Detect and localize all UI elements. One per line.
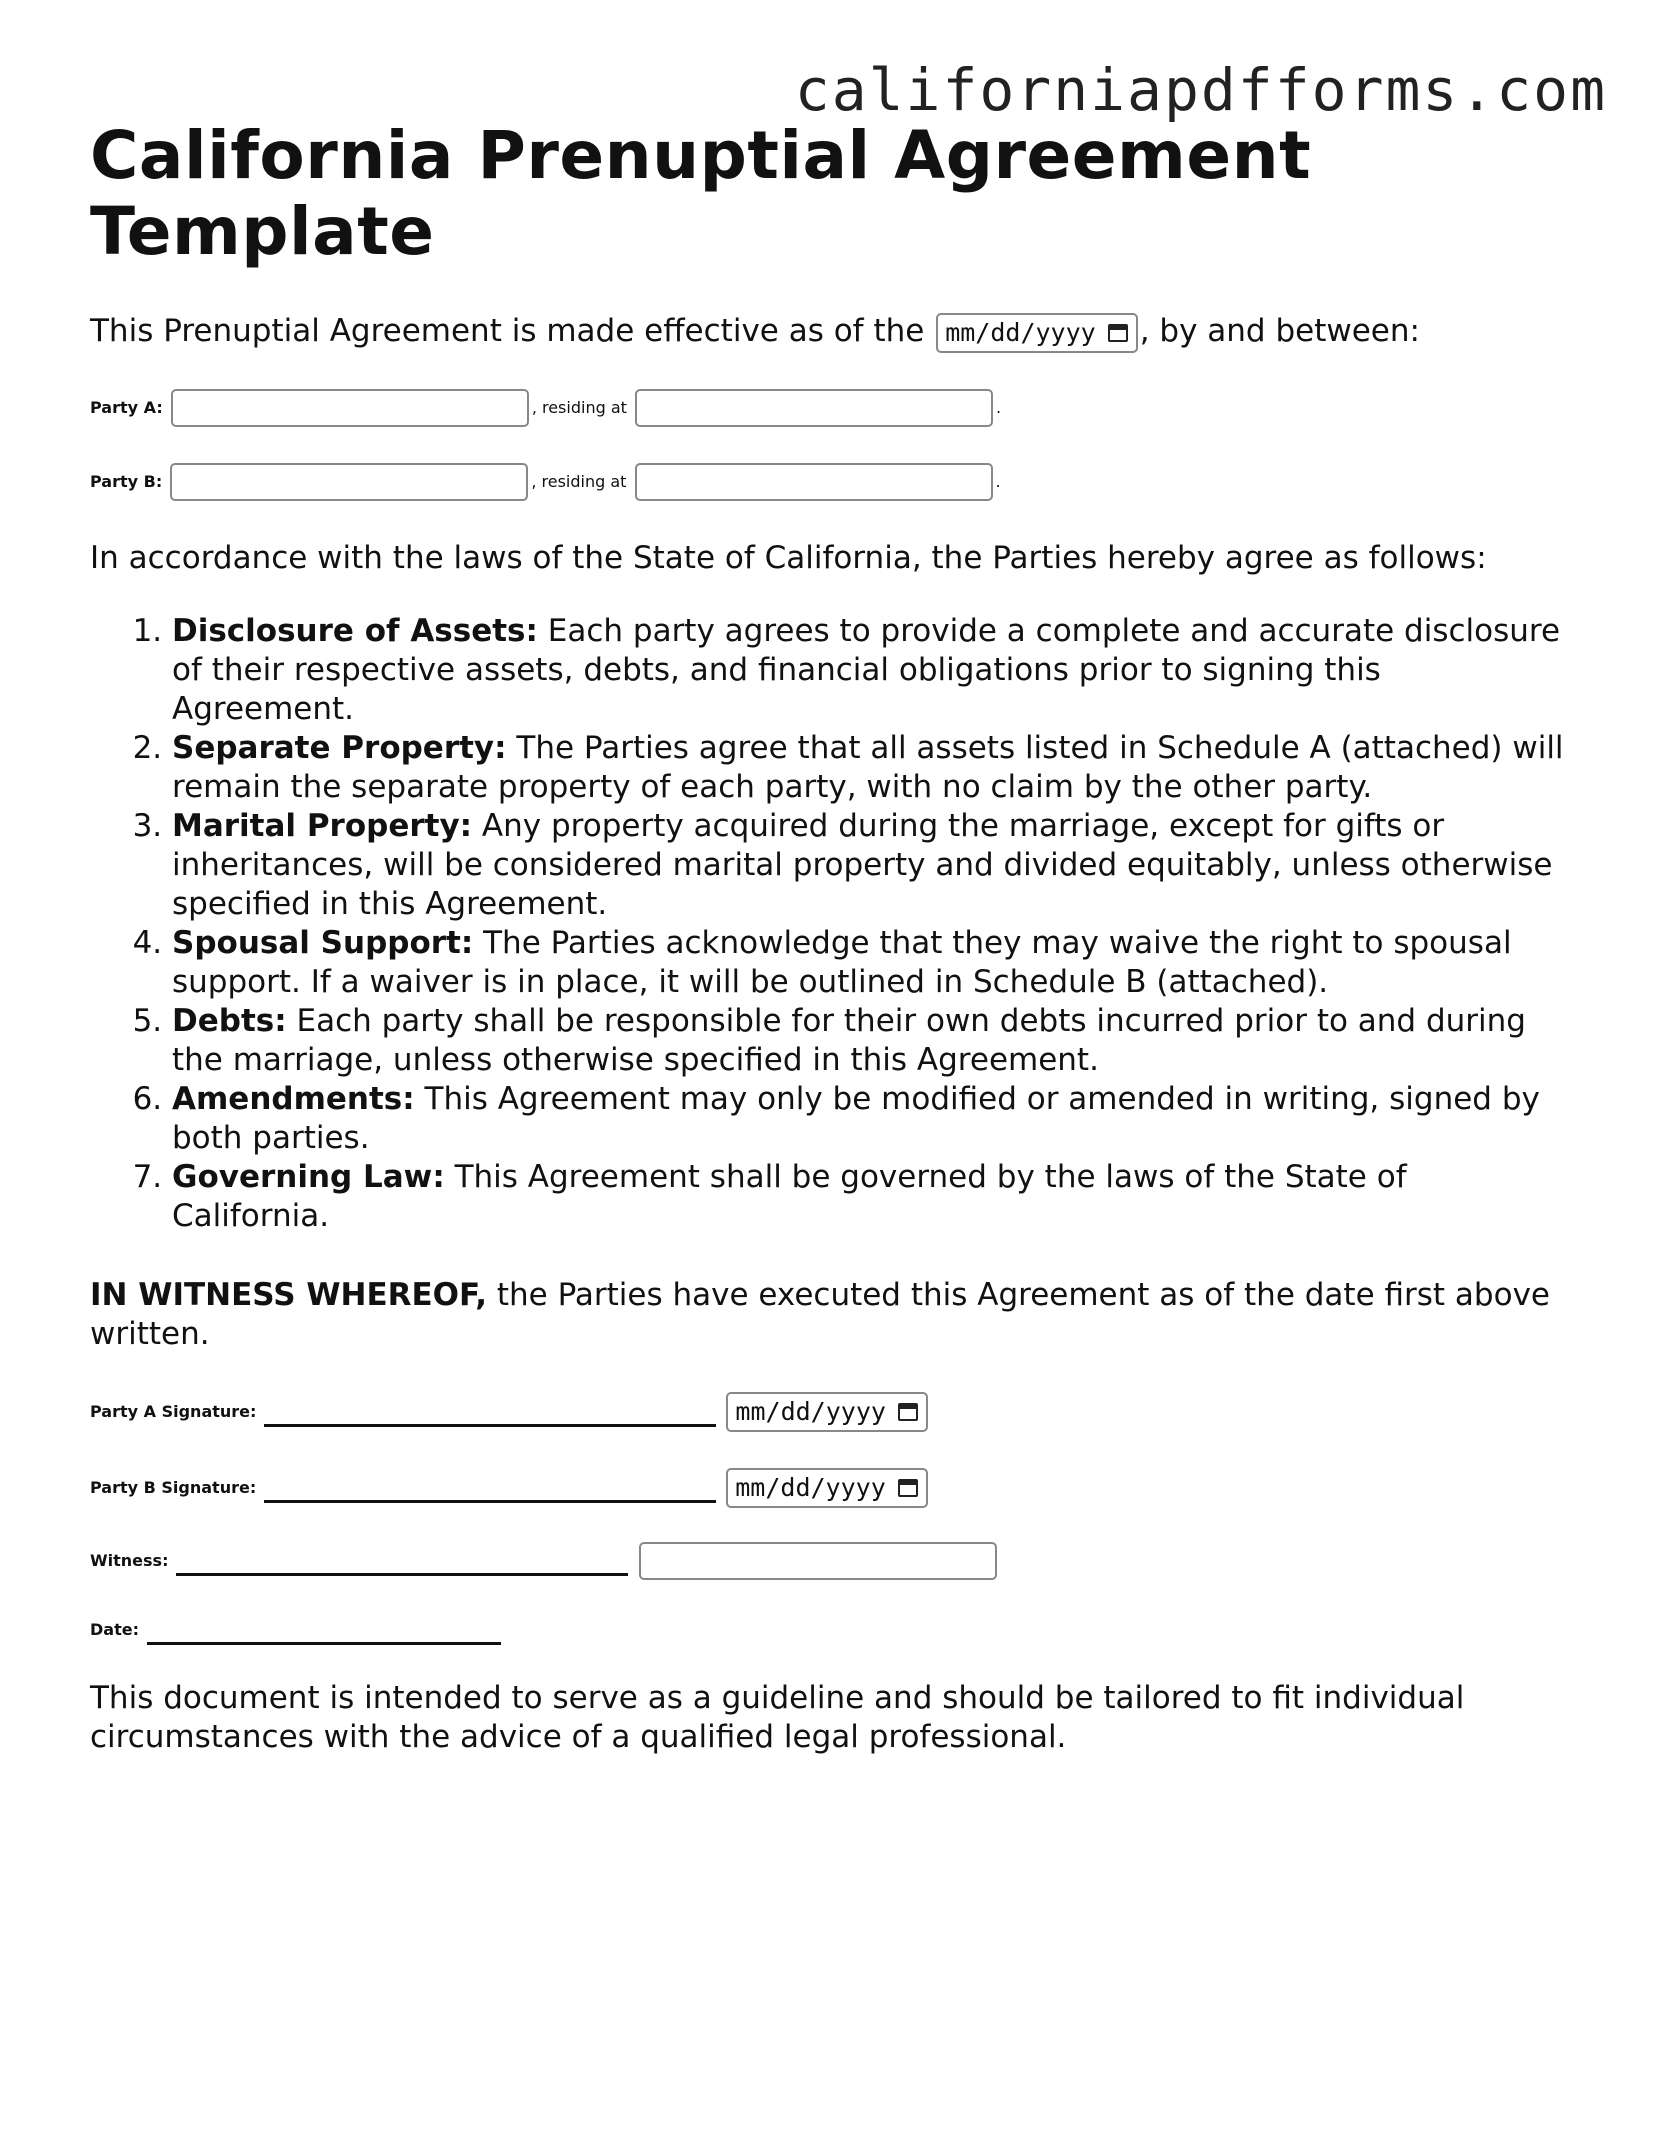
disclaimer-paragraph: This document is intended to serve as a guideline and should be tailored to fit individual circumstances with the advice of a qualified legal professional. [90, 1679, 1465, 1755]
witness-label: Witness: [90, 1551, 169, 1570]
party-b-signature-row [90, 1468, 1570, 1508]
date-label: Date: [90, 1619, 139, 1639]
party-a-signature-line [264, 1396, 716, 1427]
page-title: California Prenuptial Agreement Template [90, 117, 1312, 270]
clause-item: 5. Debts: Each party shall be responsible for their own debts incurred prior to and during the marriage, unless otherwise specified in this Agreement. [172, 1002, 1570, 1080]
party-b-signature-label: Party B Signature: [90, 1478, 257, 1497]
date-placeholder: mm/dd/yyyy [735, 1473, 886, 1502]
site-watermark: californiapdfforms.com [794, 56, 1607, 124]
witness-whereof-bold: IN WITNESS WHEREOF, [90, 1276, 488, 1313]
party-b-name-input[interactable] [170, 463, 528, 501]
calendar-icon[interactable] [1108, 324, 1128, 342]
calendar-icon[interactable] [898, 1479, 918, 1497]
party-a-date-input[interactable] [726, 1392, 928, 1432]
party-b-row [90, 463, 1570, 501]
date-row [90, 1614, 1570, 1645]
clause-item: 3. Marital Property: Any property acquired during the marriage, except for gifts or inheritances, will be considered marital property and divided equitably, unless otherwise specified in this Agreement. [172, 807, 1570, 924]
party-b-label: Party B: [90, 472, 163, 491]
party-a-period: . [996, 398, 1002, 417]
clause-item: 7. Governing Law: This Agreement shall be governed by the laws of the State of California. [172, 1158, 1570, 1236]
party-b-residing-text: , residing at [531, 472, 627, 491]
clause-item: 6. Amendments: This Agreement may only be modified or amended in writing, signed by both parties. [172, 1080, 1570, 1158]
party-a-name-input[interactable] [171, 389, 529, 427]
party-a-label: Party A: [90, 398, 163, 417]
party-b-address-input[interactable] [635, 463, 993, 501]
intro-text-end: , by and between: [1139, 313, 1420, 349]
effective-date-input[interactable] [936, 313, 1138, 353]
party-b-period: . [995, 472, 1001, 491]
clause-item: 1. Disclosure of Assets: Each party agrees to provide a complete and accurate disclosure of their respective assets, debts, and financial obligations prior to signing this Agreement. [172, 612, 1570, 729]
date-line [147, 1614, 501, 1645]
party-b-date-input[interactable] [726, 1468, 928, 1508]
intro-text: This Prenuptial Agreement is made effective as of the [90, 313, 925, 349]
clause-list [90, 612, 1570, 1236]
date-placeholder: mm/dd/yyyy [735, 1397, 886, 1426]
accordance-paragraph: In accordance with the laws of the State of California, the Parties hereby agree as follows: [90, 539, 1487, 576]
clause-item: 4. Spousal Support: The Parties acknowledge that they may waive the right to spousal support. If a waiver is in place, it will be outlined in Schedule B (attached). [172, 924, 1570, 1002]
calendar-icon[interactable] [898, 1403, 918, 1421]
party-b-signature-line [264, 1472, 716, 1503]
party-a-row [90, 389, 1570, 427]
party-a-signature-row [90, 1392, 1570, 1432]
date-placeholder: mm/dd/yyyy [945, 318, 1096, 347]
party-a-residing-text: , residing at [531, 398, 627, 417]
witness-whereof-paragraph [90, 1276, 1570, 1354]
clause-item: 2. Separate Property: The Parties agree that all assets listed in Schedule A (attached) will remain the separate property of each party, with no claim by the other party. [172, 729, 1570, 807]
witness-row [90, 1542, 1570, 1580]
witness-whereof-text: the Parties have executed this Agreement as of the date first above written. [90, 1276, 1550, 1352]
party-a-address-input[interactable] [635, 389, 993, 427]
witness-signature-line [176, 1545, 628, 1576]
party-a-signature-label: Party A Signature: [90, 1402, 257, 1421]
document-page [90, 118, 1570, 1757]
witness-name-input[interactable] [639, 1542, 997, 1580]
intro-sentence [90, 312, 1570, 353]
